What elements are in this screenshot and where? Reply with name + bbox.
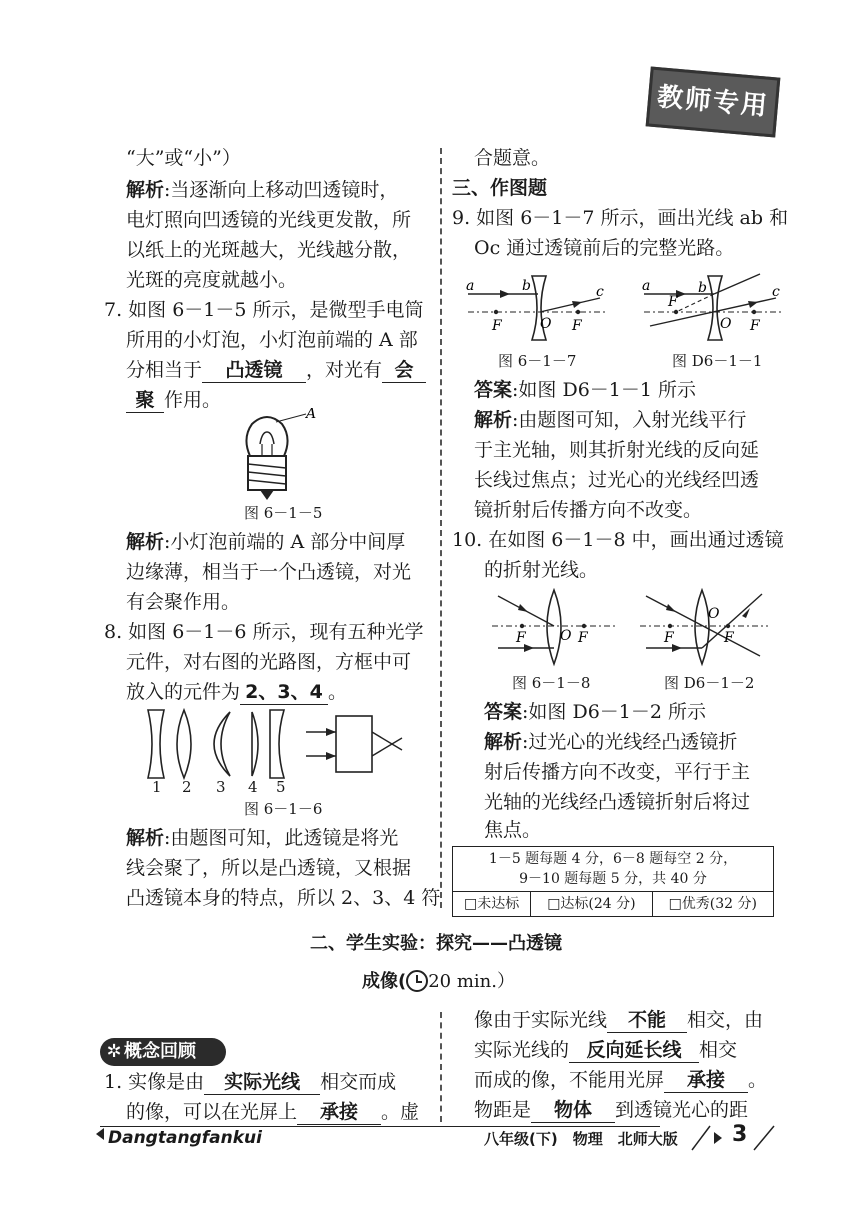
q1-text: 的像，可以在光屏上: [126, 1101, 298, 1123]
teacher-only-badge: 教师专用: [646, 66, 781, 137]
analysis-6-line4: 光斑的亮度就越小。: [126, 269, 298, 291]
question-8-line2: 元件，对右图的光路图，方框中可: [126, 651, 412, 673]
page-number: 3: [732, 1122, 748, 1147]
analysis-text: :小灯泡前端的 A 部分中间厚: [164, 531, 406, 553]
concept-review-label: 概念回顾: [124, 1041, 196, 1062]
section-2-title: 二、学生实验：探究——凸透镜: [310, 933, 562, 954]
concept-text: 实际光线的: [474, 1039, 570, 1061]
concept-text: 相交: [699, 1039, 738, 1061]
optical-elements-figure: [140, 706, 410, 790]
answer-10: [484, 698, 706, 726]
figure-6-1-8: [488, 588, 620, 668]
answer-blank-reverse-extension: 反向延长线: [569, 1038, 699, 1063]
q8-text: 。: [328, 681, 348, 703]
score-option-pass[interactable]: □达标(24 分): [531, 892, 652, 917]
label-b: b: [698, 280, 707, 296]
analysis-9-line1: [474, 406, 746, 434]
q7-text: ，对光有: [306, 359, 383, 381]
concept-text: 而成的像，不能用光屏: [474, 1069, 665, 1091]
subtitle-text: 成像(: [362, 971, 407, 992]
concept-right-line2: [474, 1036, 737, 1064]
analysis-9-line4: 镜折射后传播方向不改变。: [474, 499, 703, 521]
label-a: a: [642, 278, 651, 294]
analysis-9-line2: 于主光轴，则其折射光线的反向延: [474, 439, 760, 461]
label-O: O: [708, 606, 720, 622]
bulb-figure: [222, 408, 322, 504]
question-10-line1: 10. 在如图 6－1－8 中，画出通过透镜: [452, 529, 784, 551]
concept-text: 物距是: [474, 1099, 532, 1121]
concept-text: 。: [748, 1069, 768, 1091]
q7-answer-blank-2: 会: [382, 358, 426, 383]
question-8-line3: [126, 678, 347, 706]
question-8-line1: 8. 如图 6－1－6 所示，现有五种光学: [104, 621, 424, 643]
figure-D6-1-1-caption: 图 D6－1－1: [672, 352, 763, 370]
subtitle-time: 20 min.）: [428, 971, 515, 992]
analysis-9-line3: 长线过焦点；过光心的光线经凹透: [474, 469, 760, 491]
analysis-10-line3: 光轴的光线经凸透镜折射后将过: [484, 791, 751, 813]
label-F-right: F: [724, 630, 734, 646]
analysis-label: 解析: [126, 179, 165, 201]
score-rule-line1: 1－5 题每题 4 分，6－8 题每空 2 分，: [488, 851, 738, 867]
label-b: b: [522, 278, 531, 294]
q8-text: 放入的元件为: [126, 681, 241, 703]
concept-review-badge: [100, 1038, 226, 1066]
label-F-right: F: [750, 318, 760, 334]
q1-text: 相交而成: [320, 1071, 397, 1093]
score-table: [452, 846, 774, 917]
label-F-left: F: [664, 630, 674, 646]
label-c: c: [596, 284, 604, 300]
analysis-label: 解析: [126, 531, 165, 553]
label-O: O: [560, 628, 572, 644]
question-7-line3: [126, 356, 426, 384]
q1-answer-blank-2: 承接: [297, 1100, 381, 1125]
answer-label: 答案: [474, 379, 513, 401]
concept-text: 像由于实际光线: [474, 1009, 608, 1031]
element-number: 2: [182, 778, 192, 796]
element-number: 4: [248, 778, 258, 796]
analysis-8-line3: 凸透镜本身的特点，所以 2、3、4 符: [126, 887, 441, 909]
element-number: 1: [152, 778, 162, 796]
label-F-left: F: [516, 630, 526, 646]
answer-label: 答案: [484, 701, 523, 723]
concept-text: 相交，由: [687, 1009, 764, 1031]
analysis-text: :当逐渐向上移动凹透镜时，: [164, 179, 399, 201]
q1-answer-blank-1: 实际光线: [204, 1070, 320, 1095]
answer-text: :如图 D6－1－2 所示: [522, 701, 706, 723]
analysis-6-line2: 电灯照向凹透镜的光线更发散，所: [126, 209, 412, 231]
question-9-line1: 9. 如图 6－1－7 所示，画出光线 ab 和: [452, 207, 789, 229]
concept-q1-line2: [126, 1098, 419, 1126]
label-O: O: [720, 316, 732, 332]
section-3-heading: 三、作图题: [452, 177, 548, 199]
analysis-10-line2: 射后传播方向不改变，平行于主: [484, 761, 751, 783]
analysis-7-line2: 边缘薄，相当于一个凸透镜，对光: [126, 561, 412, 583]
analysis-10-line4: 焦点。: [484, 819, 542, 841]
figure-D6-1-1: [636, 272, 786, 346]
q1-text: 1. 实像是由: [104, 1071, 205, 1093]
q7-text: 作用。: [164, 389, 222, 411]
label-O: O: [540, 316, 552, 332]
question-7-line1: 7. 如图 6－1－5 所示，是微型手电筒: [104, 299, 424, 321]
figure-6-1-7-caption: 图 6－1－7: [498, 352, 577, 370]
bulb-label-A: A: [306, 408, 317, 422]
q7-answer-blank-2-cont: 聚: [126, 388, 164, 413]
element-number: 3: [216, 778, 226, 796]
figure-D6-1-2: [636, 588, 772, 668]
section-2-subtitle: [362, 968, 515, 996]
figure-6-1-7: [460, 272, 610, 346]
question-10-line2: 的折射光线。: [484, 559, 599, 581]
analysis-8-line2: 线会聚了，所以是凸透镜，又根据: [126, 857, 412, 879]
figure-6-1-5-caption: 图 6－1－5: [244, 504, 323, 522]
label-F-left: F: [668, 294, 678, 310]
q7-answer-blank-1: 凸透镜: [202, 358, 306, 383]
answer-text: :如图 D6－1－1 所示: [512, 379, 696, 401]
analysis-8-line1: [126, 824, 398, 852]
analysis-7-line3: 有会聚作用。: [126, 591, 241, 613]
label-F-right: F: [572, 318, 582, 334]
footer-book-info: 八年级(下) 物理 北师大版: [484, 1130, 678, 1148]
analysis-text: :过光心的光线经凸透镜折: [522, 731, 738, 753]
answer-blank-cannot: 不能: [607, 1008, 687, 1033]
q7-text: 分相当于: [126, 359, 203, 381]
analysis-label: 解析: [474, 409, 513, 431]
score-rules: [453, 847, 774, 892]
analysis-7-line1: [126, 528, 405, 556]
footer-rule: [100, 1126, 660, 1127]
analysis-10-line1: [484, 728, 737, 756]
label-a: a: [466, 278, 475, 294]
footer-brand: Dangtangfankui: [108, 1128, 262, 1148]
concept-right-line3: [474, 1066, 767, 1094]
footer-arrow-icon: [96, 1128, 104, 1140]
answer-9: [474, 376, 696, 404]
answer-blank-receive: 承接: [664, 1068, 748, 1093]
analysis-text: :由题图可知，此透镜是将光: [164, 827, 399, 849]
label-F-right: F: [578, 630, 588, 646]
label-F-left: F: [492, 318, 502, 334]
figure-D6-1-2-caption: 图 D6－1－2: [664, 674, 755, 692]
concept-right-line1: [474, 1006, 763, 1034]
gear-icon: ✲: [106, 1041, 122, 1062]
figure-6-1-6-caption: 图 6－1－6: [244, 800, 323, 818]
continued-text-right: 合题意。: [474, 147, 551, 169]
analysis-6-line1: [126, 176, 398, 204]
q8-answer-blank: 2、3、4: [240, 680, 328, 705]
label-c: c: [772, 284, 780, 300]
score-option-not-pass[interactable]: □未达标: [453, 892, 531, 917]
score-rule-line2: 9－10 题每题 5 分，共 40 分: [519, 871, 707, 887]
continued-text: “大”或“小”）: [126, 147, 241, 169]
analysis-6-line3: 以纸上的光斑越大，光线越分散，: [126, 239, 412, 261]
figure-6-1-8-caption: 图 6－1－8: [512, 674, 591, 692]
analysis-text: :由题图可知，入射光线平行: [512, 409, 747, 431]
concept-q1-line1: [104, 1068, 396, 1096]
element-number: 5: [276, 778, 286, 796]
question-7-line4: [126, 386, 221, 414]
question-9-line2: Oc 通过透镜前后的完整光路。: [474, 237, 735, 259]
column-divider-lower: [440, 1012, 442, 1122]
answer-blank-object: 物体: [531, 1098, 615, 1123]
concept-text: 到透镜光心的距: [615, 1099, 749, 1121]
analysis-label: 解析: [126, 827, 165, 849]
q1-text: 。虚: [381, 1101, 420, 1123]
analysis-label: 解析: [484, 731, 523, 753]
question-7-line2: 所用的小灯泡，小灯泡前端的 A 部: [126, 329, 418, 351]
clock-icon: [406, 970, 428, 992]
score-option-excellent[interactable]: □优秀(32 分): [652, 892, 773, 917]
column-divider: [440, 148, 442, 908]
